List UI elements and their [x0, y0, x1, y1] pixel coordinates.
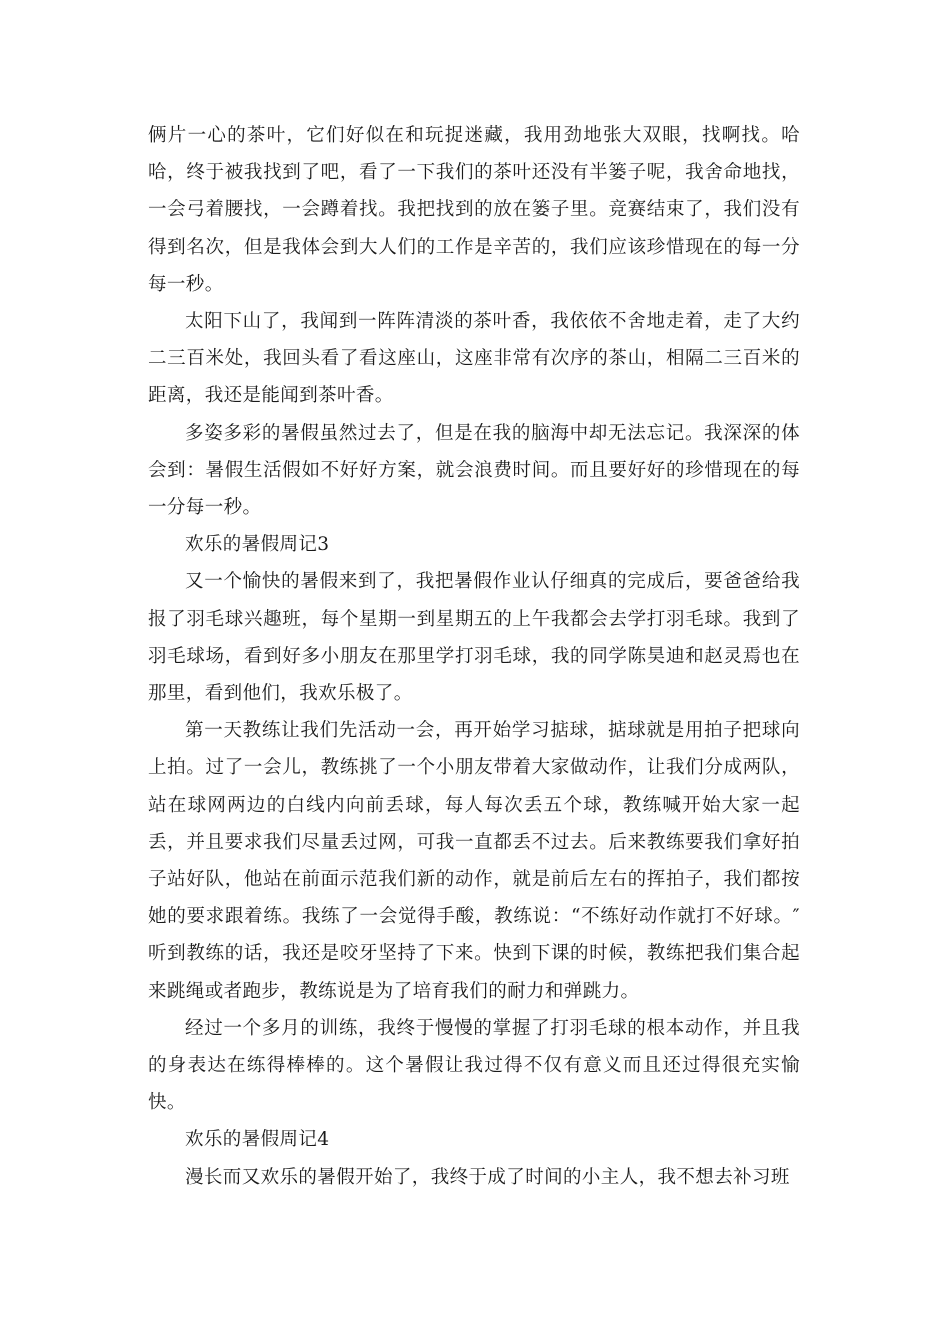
paragraph-training-result: 经过一个多月的训练，我终于慢慢的掌握了打羽毛球的根本动作，并且我的身表达在练得棒棒的。这个暑假让我过得不仅有意义而且还过得很充实愉快。	[148, 1017, 800, 1114]
paragraph-reflection: 多姿多彩的暑假虽然过去了，但是在我的脑海中却无法忘记。我深深的体会到：暑假生活假如不好好方案，就会浪费时间。而且要好好的珍惜现在的每一分每一秒。	[148, 422, 800, 519]
section-heading-3: 欢乐的暑假周记3	[185, 534, 330, 556]
paragraph-continued-tea-picking: 俩片一心的茶叶，它们好似在和玩捉迷藏，我用劲地张大双眼，找啊找。哈哈，终于被我找到了吧，看了一下我们的茶叶还没有半篓子呢，我舍命地找，一会弓着腰找，一会蹲着找。我把找到的放在篓子里。竞赛结束了，我们没有得到名次，但是我体会到大人们的工作是辛苦的，我们应该珍惜现在的每一分每一秒。	[148, 125, 800, 295]
section-heading-4: 欢乐的暑假周记4	[185, 1129, 330, 1151]
paragraph-sunset: 太阳下山了，我闻到一阵阵清淡的茶叶香，我依依不舍地走着，走了大约二三百米处，我回头看了看这座山，这座非常有次序的茶山，相隔二三百米的距离，我还是能闻到茶叶香。	[148, 311, 800, 407]
paragraph-badminton-intro: 又一个愉快的暑假来到了，我把暑假作业认仔细真的完成后，要爸爸给我报了羽毛球兴趣班，每个星期一到星期五的上午我都会去学打羽毛球。我到了羽毛球场，看到好多小朋友在那里学打羽毛球，我的同学陈昊迪和赵灵焉也在那里，看到他们，我欢乐极了。	[148, 571, 800, 705]
paragraph-first-day: 第一天教练让我们先活动一会，再开始学习掂球，掂球就是用拍子把球向上拍。过了一会儿，教练挑了一个小朋友带着大家做动作，让我们分成两队，站在球网两边的白线内向前丢球，每人每次丢五个球，教练喊开始大家一起丢，并且要求我们尽量丢过网，可我一直都丢不过去。后来教练要我们拿好拍子站好队，他站在前面示范我们新的动作，就是前后左右的挥拍子，我们都按她的要求跟着练。我练了一会觉得手酸，教练说：“不练好动作就打不好球。″听到教练的话，我还是咬牙坚持了下来。快到下课的时候，教练把我们集合起来跳绳或者跑步，教练说是为了培育我们的耐力和弹跳力。	[148, 720, 800, 1002]
document-body	[148, 117, 800, 1196]
paragraph-summer-start: 漫长而又欢乐的暑假开始了，我终于成了时间的小主人，我不想去补习班	[185, 1166, 790, 1188]
